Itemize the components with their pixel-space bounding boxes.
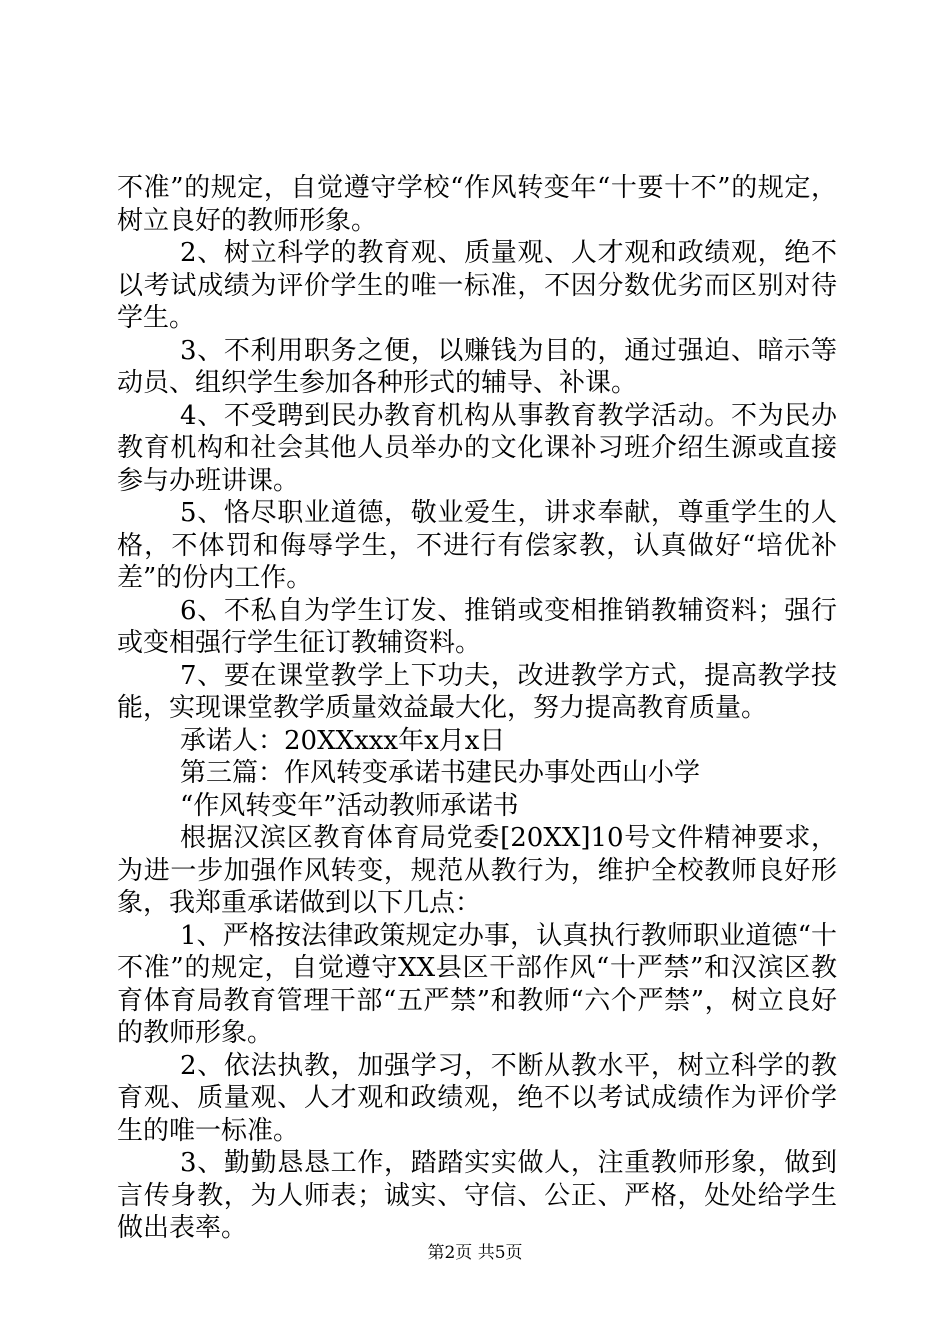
document-body <box>117 172 837 1245</box>
paragraph-6: 7、要在课堂教学上下功夫，改进教学方式，提高教学技能，实现课堂教学质量效益最大化，努力提高教育质量。 <box>117 660 837 723</box>
paragraph-2: 3、不利用职务之便，以赚钱为目的，通过强迫、暗示等动员、组织学生参加各种形式的辅导、补课。 <box>117 335 837 398</box>
paragraph-3: 4、不受聘到民办教育机构从事教育教学活动。不为民办教育机构和社会其他人员举办的文化课补习班介绍生源或直接参与办班讲课。 <box>117 400 837 496</box>
paragraph-10: 根据汉滨区教育体育局党委[20XX]10号文件精神要求，为进一步加强作风转变，规范从教行为，维护全校教师良好形象，我郑重承诺做到以下几点： <box>117 823 837 918</box>
paragraph-0: 不准”的规定，自觉遵守学校“作风转变年“十要十不”的规定，树立良好的教师形象。 <box>117 173 837 236</box>
page-number-footer: 第2页 共5页 <box>427 1243 523 1263</box>
paragraph-5: 6、不私自为学生订发、推销或变相推销教辅资料；强行或变相强行学生征订教辅资料。 <box>117 595 837 658</box>
section-subtitle: “作风转变年”活动教师承诺书 <box>180 790 519 821</box>
paragraph-11: 1、严格按法律政策规定办事，认真执行教师职业道德“十不准”的规定，自觉遵守XX县区干部作风“十严禁”和汉滨区教育体育局教育管理干部“五严禁”和教师“六个严禁”，树立良好的教师形象。 <box>117 920 837 1048</box>
paragraph-12: 2、依法执教，加强学习，不断从教水平，树立科学的教育观、质量观、人才观和政绩观，绝不以考试成绩作为评价学生的唯一标准。 <box>117 1050 837 1146</box>
paragraph-1: 2、树立科学的教育观、质量观、人才观和政绩观，绝不以考试成绩为评价学生的唯一标准，不因分数优劣而区别对待学生。 <box>117 238 837 333</box>
signature-line: 承诺人：20XXxxx年x月x日 <box>180 725 506 756</box>
paragraph-4: 5、恪尽职业道德，敬业爱生，讲求奉献，尊重学生的人格，不体罚和侮辱学生，不进行有偿家教，认真做好“培优补差”的份内工作。 <box>117 498 837 593</box>
paragraph-13: 3、勤勤恳恳工作，踏踏实实做人，注重教师形象，做到言传身教，为人师表；诚实、守信、公正、严格，处处给学生做出表率。 <box>117 1148 837 1243</box>
section-heading: 第三篇：作风转变承诺书建民办事处西山小学 <box>180 758 701 788</box>
